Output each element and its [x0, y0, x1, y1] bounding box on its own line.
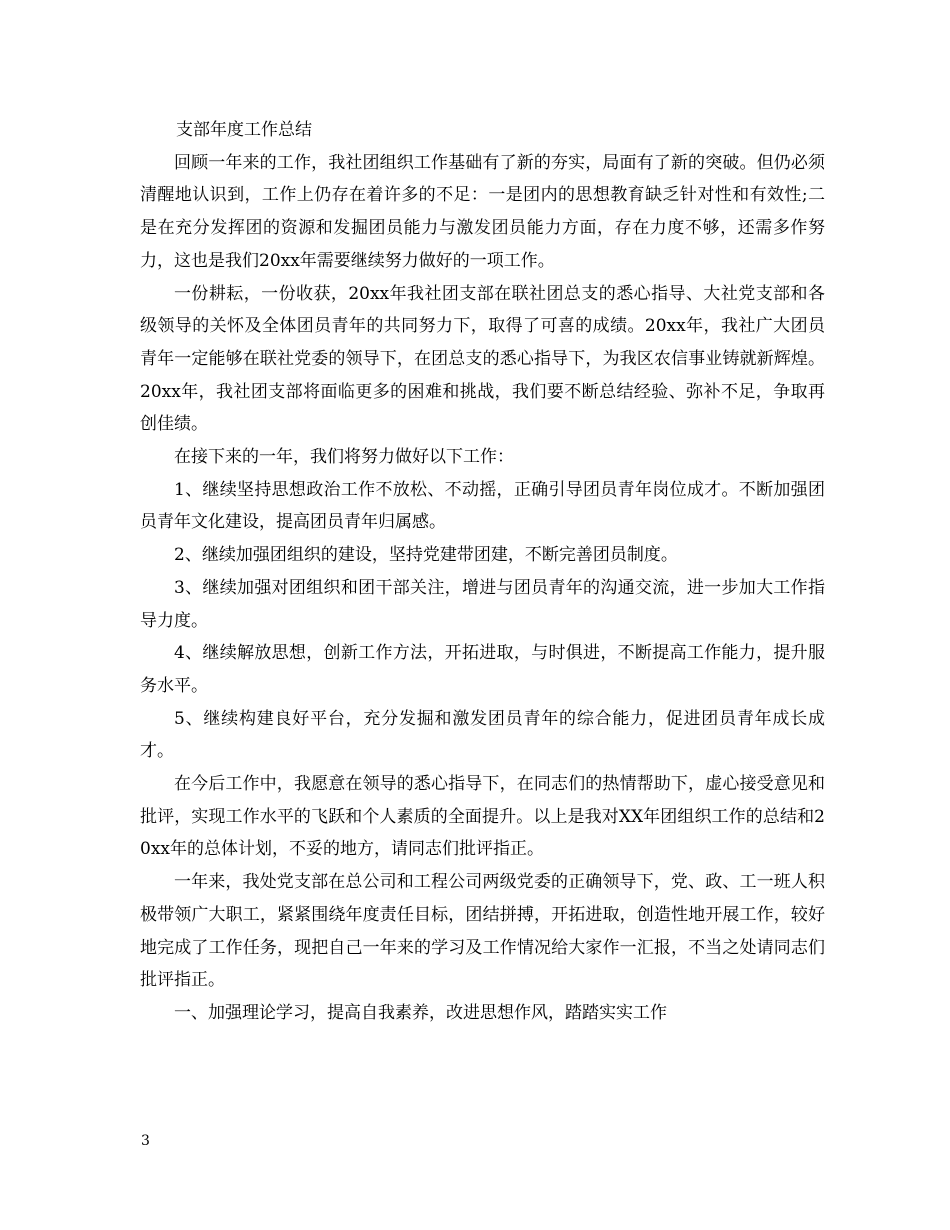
page-number: 3: [141, 1133, 150, 1149]
paragraph-2: 一份耕耘，一份收获，20xx年我社团支部在联社团总支的悉心指导、大社党支部和各级领导的关怀及全体团员青年的共同努力下，取得了可喜的成绩。20xx年，我社广大团员青年一定能够在联社党委的领导下，在团总支的悉心指导下，为我区农信事业铸就新辉煌。20xx年，我社团支部将面临更多的困难和挑战，我们要不断总结经验、弥补不足，争取再创佳绩。: [140, 283, 825, 435]
paragraph-10: 一年来，我处党支部在总公司和工程公司两级党委的正确领导下，党、政、工一班人积极带领广大职工，紧紧围绕年度责任目标，团结拼搏，开拓进取，创造性地开展工作，较好地完成了工作任务，现把自己一年来的学习及工作情况给大家作一汇报，不当之处请同志们批评指正。: [140, 872, 825, 991]
paragraph-9: 在今后工作中，我愿意在领导的悉心指导下，在同志们的热情帮助下，虚心接受意见和批评，实现工作水平的飞跃和个人素质的全面提升。以上是我对XX年团组织工作的总结和20xx年的总体计划，不妥的地方，请同志们批评指正。: [140, 774, 825, 860]
paragraph-3: 在接下来的一年，我们将努力做好以下工作：: [174, 447, 514, 468]
paragraph-5: 2、继续加强团组织的建设，坚持党建带团建，不断完善团员制度。: [174, 545, 678, 566]
paragraph-6: 3、继续加强对团组织和团干部关注，增进与团员青年的沟通交流，进一步加大工作指导力度。: [140, 577, 825, 631]
paragraph-8: 5、继续构建良好平台，充分发掘和激发团员青年的综合能力，促进团员青年成长成才。: [140, 708, 825, 762]
paragraph-1: 回顾一年来的工作，我社团组织工作基础有了新的夯实，局面有了新的突破。但仍必须清醒地认识到，工作上仍存在着许多的不足：一是团内的思想教育缺乏针对性和有效性;二是在充分发挥团的资源和发掘团员能力与激发团员能力方面，存在力度不够，还需多作努力，这也是我们20xx年需要继续努力做好的一项工作。: [140, 152, 825, 271]
document-title: 支部年度工作总结: [176, 120, 312, 140]
paragraph-4: 1、继续坚持思想政治工作不放松、不动摇，正确引导团员青年岗位成才。不断加强团员青年文化建设，提高团员青年归属感。: [140, 479, 825, 533]
paragraph-7: 4、继续解放思想，创新工作方法，开拓进取，与时俱进，不断提高工作能力，提升服务水平。: [140, 643, 825, 696]
document-body: [140, 114, 825, 1030]
paragraph-11: 一、加强理论学习，提高自我素养，改进思想作风，踏踏实实工作: [174, 1002, 667, 1023]
